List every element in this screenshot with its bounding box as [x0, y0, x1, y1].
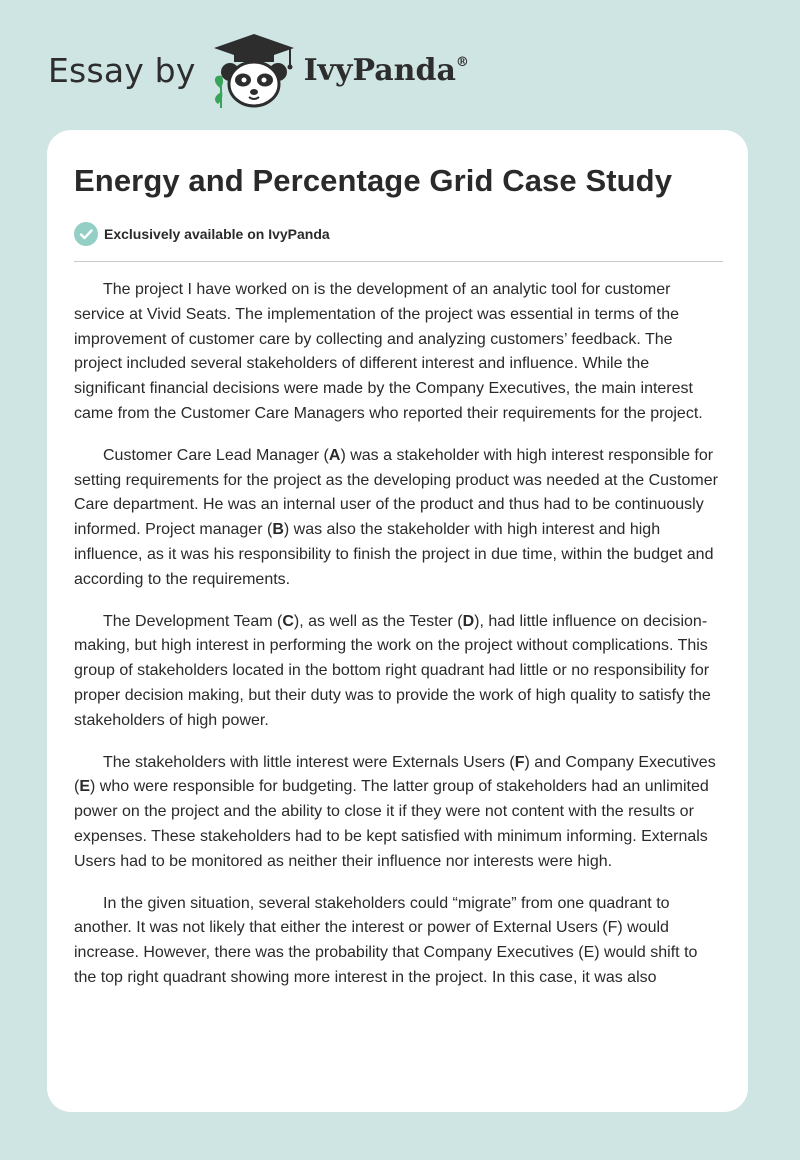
- essay-card: [47, 130, 748, 1112]
- essay-paragraph: [74, 278, 723, 427]
- essay-body: [74, 278, 723, 1008]
- stakeholder-letter: C: [282, 612, 294, 630]
- essay-by-label: Essay by: [48, 50, 196, 90]
- stakeholder-letter: E: [79, 778, 90, 796]
- registered-mark: ®: [455, 54, 469, 70]
- site-header: [48, 30, 469, 110]
- paragraph-text: Customer Care Lead Manager (: [103, 446, 329, 464]
- essay-paragraph: [74, 444, 723, 593]
- paragraph-text: ) and Company Executives (: [74, 753, 716, 796]
- paragraph-text: ) was a stakeholder with high interest responsible for setting requirements for the project as the developing product was needed at the Customer Care department. He was an internal user of the product and thus had to be continuously informed. Project manager (: [74, 446, 718, 539]
- paragraph-text: ) who were responsible for budgeting. The latter group of stakeholders had an unlimited power on the project and the ability to close it if they were not content with the results or expenses. These stakeholders had to be kept satisfied with minimum informing. Externals Users had to be monitored as neither their influence nor interests were high.: [74, 778, 709, 870]
- brand-name[interactable]: [304, 53, 469, 88]
- check-circle-icon: [74, 222, 98, 246]
- paragraph-text: ) was also the stakeholder with high interest and high influence, as it was his responsibility to finish the project in due time, within the budget and according to the requirements.: [74, 521, 714, 588]
- panda-graduate-logo-icon[interactable]: [210, 30, 298, 110]
- brand-text: IvyPanda: [303, 52, 456, 88]
- paragraph-text: The project I have worked on is the development of an analytic tool for customer service at Vivid Seats. The implementation of the project was essential in terms of the improvement of customer care by collecting and analyzing customers’ feedback. The project included several stakeholders of different interest and influence. While the significant financial decisions were made by the Company Executives, the main interest came from the Customer Care Managers who reported their requirements for the project.: [74, 281, 703, 422]
- paragraph-text: The Development Team (: [103, 612, 283, 630]
- stakeholder-letter: A: [328, 446, 341, 464]
- paragraph-text: ), had little influence on decision-making, but high interest in performing the work on the project without complications. This group of stakeholders located in the bottom right quadrant had little or no responsibility for proper decision making, but their duty was to provide the work of high quality to satisfy the stakeholders of high power.: [74, 612, 711, 729]
- stakeholder-letter: B: [272, 521, 284, 539]
- essay-paragraph: [74, 751, 723, 875]
- exclusive-badge-text: Exclusively available on IvyPanda: [104, 226, 330, 242]
- paragraph-text: ), as well as the Tester (: [293, 612, 463, 630]
- stakeholder-letter: F: [514, 753, 525, 771]
- stakeholder-letter: D: [462, 612, 475, 630]
- title-divider: [74, 261, 723, 262]
- essay-paragraph: [74, 892, 723, 991]
- essay-title: Energy and Percentage Grid Case Study: [74, 163, 673, 198]
- essay-paragraph: [74, 610, 723, 734]
- paragraph-text: The stakeholders with little interest were Externals Users (: [103, 753, 515, 771]
- exclusive-badge: [74, 222, 330, 246]
- panda-logo-graphic: [210, 30, 298, 110]
- paragraph-text: In the given situation, several stakeholders could “migrate” from one quadrant to another. It was not likely that either the interest or power of External Users (F) would increase. However, there was the probability that Company Executives (E) would shift to the top right quadrant showing more interest in the project. In this case, it was also: [74, 894, 698, 986]
